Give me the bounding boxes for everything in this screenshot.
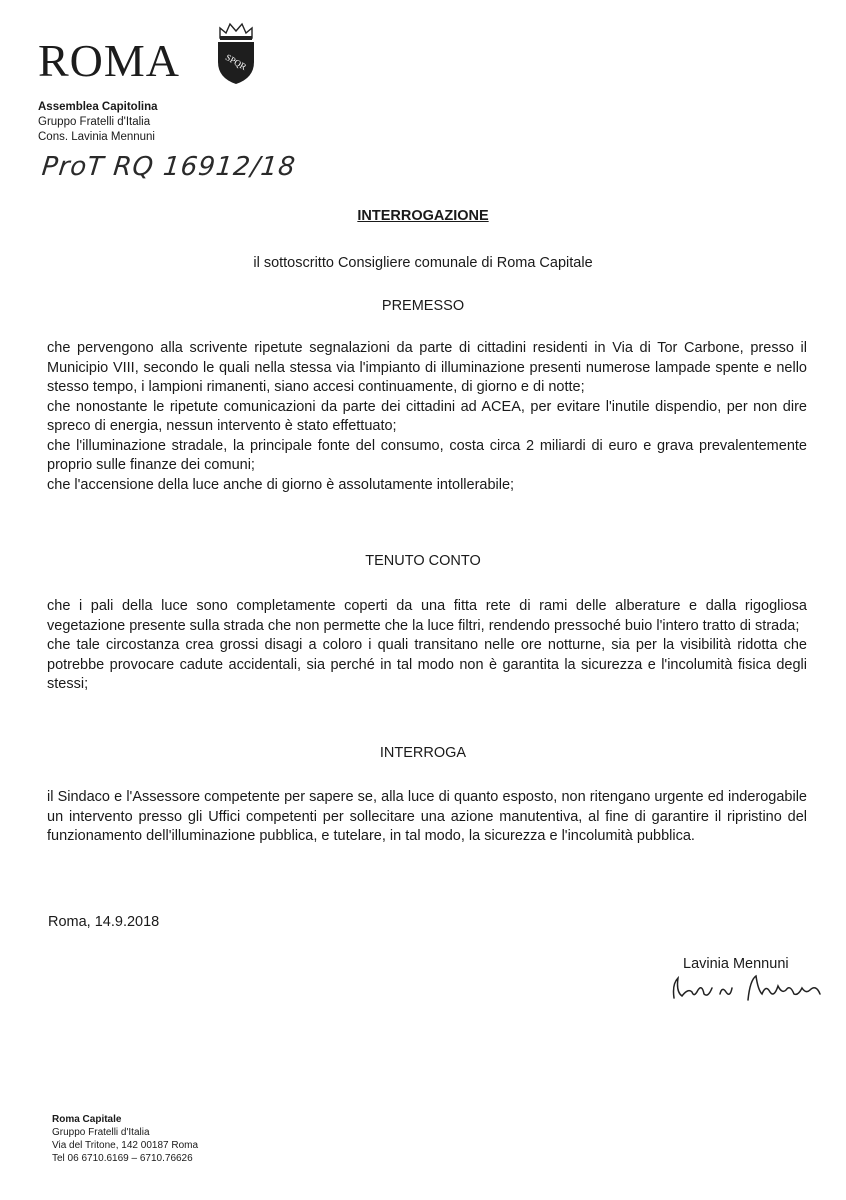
- paragraph: che pervengono alla scrivente ripetute segnalazioni da parte di cittadini residenti in Via di Tor Carbone, presso il Municipio VIII, secondo le quali nella stessa via l'impianto di illuminazione presenti numerose lampade spente e nello stesso tempo, i lampioni rimanenti, siano accesi continuamente, di giorno e di notte;: [47, 340, 807, 395]
- footer-org: Roma Capitale: [52, 1114, 122, 1125]
- section-heading-premesso: PREMESSO: [381, 298, 465, 314]
- section-heading-interroga: INTERROGA: [379, 745, 467, 761]
- paragraph: il Sindaco e l'Assessore competente per sapere se, alla luce di quanto esposto, non ritengano urgente ed inderogabile un intervento presso gli Uffici competenti per sollecitare una azione manutentiva, al fine di garantire il ripristino del funzionamento dell'illuminazione pubblica, e tutelare, in tal modo, la sicurezza e l'incolumità pubblica.: [47, 789, 807, 844]
- place-date: Roma, 14.9.2018: [48, 914, 160, 930]
- footer-group: Gruppo Fratelli d'Italia: [52, 1127, 150, 1138]
- section-body-interroga: [47, 788, 807, 847]
- intro-line: il sottoscritto Consigliere comunale di Roma Capitale: [253, 255, 593, 271]
- paragraph: che l'accensione della luce anche di giorno è assolutamente intollerabile;: [47, 476, 515, 493]
- roma-crest-icon: [214, 20, 258, 86]
- signatory-name: Lavinia Mennuni: [683, 956, 789, 972]
- handwritten-signature-icon: [668, 970, 828, 1006]
- section-body-premesso: [47, 339, 807, 495]
- document-title: INTERROGAZIONE: [357, 208, 489, 224]
- paragraph: che i pali della luce sono completamente coperti da una fitta rete di rami delle alberature e dalla rigogliosa vegetazione presente sulla strada che non permette che la luce filtri, rendendo pressoché buio l'intero tratto di strada;: [47, 598, 807, 634]
- assembly-name: Assemblea Capitolina: [38, 101, 158, 113]
- party-group: Gruppo Fratelli d'Italia: [38, 116, 151, 128]
- paragraph: che tale circostanza crea grossi disagi a coloro i quali transitano nelle ore notturne, sia per la visibilità ridotta che potrebbe provocare cadute accidentali, sia perché in tal modo non è garantita la sicurezza e l'incolumità fisica degli stessi;: [47, 637, 807, 692]
- protocol-stamp: ProT RQ 16912/18: [40, 152, 298, 182]
- section-heading-tenuto-conto: TENUTO CONTO: [365, 553, 481, 569]
- section-body-tenuto-conto: [47, 597, 807, 695]
- roma-logo-text: ROMA: [38, 35, 181, 86]
- footer-phone: Tel 06 6710.6169 – 6710.76626: [52, 1153, 193, 1164]
- paragraph: che l'illuminazione stradale, la principale fonte del consumo, costa circa 2 miliardi di euro e grava prevalentemente proprio sulle finanze dei comuni;: [47, 437, 807, 473]
- crest-letters: SPQR: [223, 52, 249, 72]
- paragraph: che nonostante le ripetute comunicazioni da parte dei cittadini ad ACEA, per evitare l'inutile dispendio, per non dire spreco di energia, nessun intervento è stato effettuato;: [47, 398, 807, 434]
- footer-address: Via del Tritone, 142 00187 Roma: [52, 1140, 199, 1151]
- councillor-name: Cons. Lavinia Mennuni: [38, 131, 155, 143]
